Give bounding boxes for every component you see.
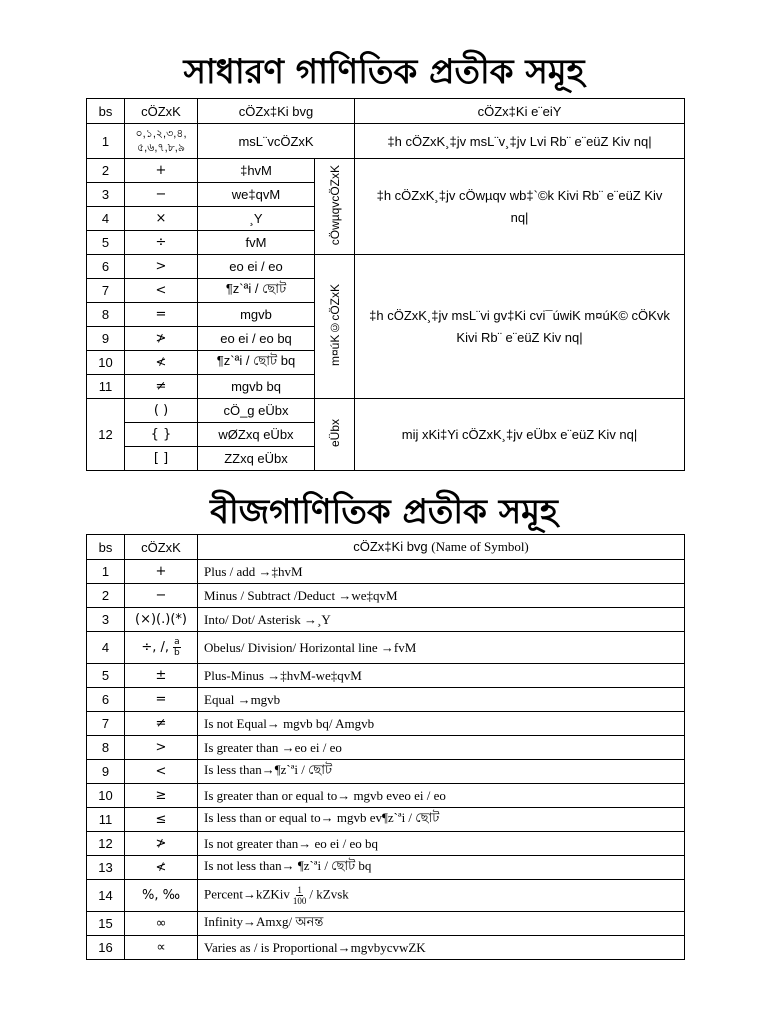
row-number: 1 xyxy=(87,560,125,584)
symbol-name: fvM xyxy=(198,231,315,255)
row-number: 6 xyxy=(87,255,125,279)
symbol-cell: ∝ xyxy=(125,936,198,960)
symbol-cell: ≮ xyxy=(125,856,198,880)
row-number: 11 xyxy=(87,375,125,399)
fraction-numerator: a xyxy=(174,637,180,647)
symbol-name: we‡qvM xyxy=(198,183,315,207)
digit-symbols: ০,১,২,৩,৪, ৫,৬,৭,৮,৯ xyxy=(125,124,198,159)
symbol-name: Minus / Subtract /Deduct →we‡qvM xyxy=(198,584,685,608)
divide-symbol: ÷ xyxy=(125,231,198,255)
page-title-algebraic-symbols: বীজগাণিতিক প্রতীক সমূহ xyxy=(210,492,558,532)
table-header-row xyxy=(87,535,685,560)
row-number: 14 xyxy=(87,880,125,912)
row-number: 8 xyxy=(87,303,125,327)
symbol-name: Is less than→¶z`ªi / ছোট xyxy=(198,760,685,784)
symbol-name: Is greater than →eo ei / eo xyxy=(198,736,685,760)
symbol-name: Plus / add →‡hvM xyxy=(198,560,685,584)
row-number: 2 xyxy=(87,159,125,183)
symbol-cell: ≥ xyxy=(125,784,198,808)
symbol-name: Infinity→Amxg/ অনন্ত xyxy=(198,912,685,936)
table-row xyxy=(87,808,685,832)
symbol-name: Varies as / is Proportional→mgvbycvwZK xyxy=(198,936,685,960)
greater-than-symbol: > xyxy=(125,255,198,279)
symbol-name: Is greater than or equal to→ mgvb eveo ei / eo xyxy=(198,784,685,808)
row-number: 3 xyxy=(87,608,125,632)
less-than-symbol: < xyxy=(125,279,198,303)
row-number: 7 xyxy=(87,712,125,736)
symbol-name: mgvb xyxy=(198,303,315,327)
group-label-text: m¤úK©cÖZxK xyxy=(327,283,342,366)
row-number: 4 xyxy=(87,207,125,231)
col-header-symbol: cÖZxK xyxy=(125,535,198,560)
table-row xyxy=(87,584,685,608)
symbol-name: Plus-Minus →‡hvM-we‡qvM xyxy=(198,664,685,688)
group-use-bracket: mij xKi‡Yi cÖZxK¸‡jv eÜbx e¨eüZ Kiv nq| xyxy=(355,399,685,471)
row-number: 12 xyxy=(87,399,125,471)
row-number: 7 xyxy=(87,279,125,303)
symbol-name: Is not greater than→ eo ei / eo bq xyxy=(198,832,685,856)
table-row xyxy=(87,784,685,808)
equal-symbol: = xyxy=(125,303,198,327)
symbol-cell: (×)(.)(*) xyxy=(125,608,198,632)
col-header-use: cÖZx‡Ki e¨eiY xyxy=(355,99,685,124)
symbol-name: eo ei / eo bq xyxy=(198,327,315,351)
symbol-cell: ≠ xyxy=(125,712,198,736)
col-header-no: bs xyxy=(87,99,125,124)
symbol-name: ‡hvM xyxy=(198,159,315,183)
symbol-name: msL¨vcÖZxK xyxy=(198,124,355,159)
table-row xyxy=(87,399,685,423)
table-row xyxy=(87,560,685,584)
table-row xyxy=(87,632,685,664)
not-less-symbol: ≮ xyxy=(125,351,198,375)
row-number: 5 xyxy=(87,664,125,688)
multiply-symbol: × xyxy=(125,207,198,231)
table-header-row xyxy=(87,99,685,124)
group-label-bracket xyxy=(315,399,355,471)
group-use-operation: ‡h cÖZxK¸‡jv cÖwµqv wb‡`©k Kivi Rb¨ e¨eüZ Kiv nq| xyxy=(355,159,685,255)
symbol-name: Into/ Dot/ Asterisk →¸Y xyxy=(198,608,685,632)
symbol-cell: − xyxy=(125,584,198,608)
symbol-name: eo ei / eo xyxy=(198,255,315,279)
not-equal-symbol: ≠ xyxy=(125,375,198,399)
row-number: 2 xyxy=(87,584,125,608)
row-number: 1 xyxy=(87,124,125,159)
symbol-cell: ≤ xyxy=(125,808,198,832)
third-bracket-symbol: [ ] xyxy=(125,447,198,471)
symbol-name: Obelus/ Division/ Horizontal line →fvM xyxy=(198,632,685,664)
first-bracket-symbol: ( ) xyxy=(125,399,198,423)
not-greater-symbol: ≯ xyxy=(125,327,198,351)
symbol-name: mgvb bq xyxy=(198,375,315,399)
symbol-name: ¶z`ªi / ছোট xyxy=(198,279,315,303)
row-number: 3 xyxy=(87,183,125,207)
row-number: 11 xyxy=(87,808,125,832)
row-number: 5 xyxy=(87,231,125,255)
row-number: 16 xyxy=(87,936,125,960)
row-number: 12 xyxy=(87,832,125,856)
symbol-cell: %, ‰ xyxy=(125,880,198,912)
symbol-name: Equal →mgvb xyxy=(198,688,685,712)
symbol-cell: ± xyxy=(125,664,198,688)
table-row xyxy=(87,856,685,880)
table-row xyxy=(87,124,685,159)
row-number: 6 xyxy=(87,688,125,712)
page-title-general-symbols: সাধারণ গাণিতিক প্রতীক সমূহ xyxy=(183,52,585,92)
row-number: 4 xyxy=(87,632,125,664)
division-symbols: ÷, /, xyxy=(141,640,169,655)
symbol-cell: ∞ xyxy=(125,912,198,936)
symbol-cell: + xyxy=(125,560,198,584)
row-number: 10 xyxy=(87,351,125,375)
symbol-use: ‡h cÖZxK¸‡jv msL¨v¸‡jv Lvi Rb¨ e¨eüZ Kiv nq| xyxy=(355,124,685,159)
group-label-relation xyxy=(315,255,355,399)
name-prefix: Percent→kZKiv xyxy=(204,886,290,902)
header-name-english: (Name of Symbol) xyxy=(431,539,529,554)
table-row xyxy=(87,736,685,760)
fraction-symbol xyxy=(293,885,307,906)
minus-symbol: − xyxy=(125,183,198,207)
table-row xyxy=(87,712,685,736)
row-number: 9 xyxy=(87,327,125,351)
symbol-name: ¸Y xyxy=(198,207,315,231)
symbol-name: Is less than or equal to→ mgvb ev¶z`ªi / ছোট xyxy=(198,808,685,832)
table-row xyxy=(87,912,685,936)
table-row xyxy=(87,880,685,912)
symbol-name: wØZxq eÜbx xyxy=(198,423,315,447)
table-row xyxy=(87,159,685,183)
symbol-name: Is not less than→ ¶z`ªi / ছোট bq xyxy=(198,856,685,880)
row-number: 15 xyxy=(87,912,125,936)
symbol-name: Is not Equal→ mgvb bq/ Amgvb xyxy=(198,712,685,736)
row-number: 8 xyxy=(87,736,125,760)
col-header-symbol: cÖZxK xyxy=(125,99,198,124)
group-label-operation xyxy=(315,159,355,255)
row-number: 9 xyxy=(87,760,125,784)
symbol-cell: = xyxy=(125,688,198,712)
fraction-numerator: 1 xyxy=(297,885,302,895)
fraction-symbol xyxy=(173,637,181,658)
symbol-name: ¶z`ªi / ছোট bq xyxy=(198,351,315,375)
table-row xyxy=(87,832,685,856)
symbol-name: ZZxq eÜbx xyxy=(198,447,315,471)
general-symbols-table xyxy=(86,98,685,471)
col-header-name xyxy=(198,535,685,560)
plus-symbol: + xyxy=(125,159,198,183)
group-label-text: eÜbx xyxy=(327,418,342,447)
table-row xyxy=(87,760,685,784)
table-row xyxy=(87,664,685,688)
table-row xyxy=(87,255,685,279)
fraction-denominator: b xyxy=(174,648,180,658)
col-header-no: bs xyxy=(87,535,125,560)
symbol-cell: ≯ xyxy=(125,832,198,856)
symbol-cell xyxy=(125,632,198,664)
symbol-name xyxy=(198,880,685,912)
algebraic-symbols-table xyxy=(86,534,685,960)
table-row xyxy=(87,608,685,632)
symbol-cell: < xyxy=(125,760,198,784)
header-name-text: cÖZx‡Ki bvg xyxy=(353,539,428,554)
fraction-denominator: 100 xyxy=(292,896,307,906)
symbol-name: cÖ_g eÜbx xyxy=(198,399,315,423)
row-number: 13 xyxy=(87,856,125,880)
name-suffix: / kZvsk xyxy=(309,886,349,902)
table-row xyxy=(87,688,685,712)
second-bracket-symbol: { } xyxy=(125,423,198,447)
group-label-text: cÖwµqvcÖZxK xyxy=(327,164,342,246)
col-header-name: cÖZx‡Ki bvg xyxy=(198,99,355,124)
table-row xyxy=(87,936,685,960)
group-use-relation: ‡h cÖZxK¸‡jv msL¨vi gv‡Ki cvi¯úwiK m¤úK© cÖKvk Kivi Rb¨ e¨eüZ Kiv nq| xyxy=(355,255,685,399)
symbol-cell: > xyxy=(125,736,198,760)
row-number: 10 xyxy=(87,784,125,808)
